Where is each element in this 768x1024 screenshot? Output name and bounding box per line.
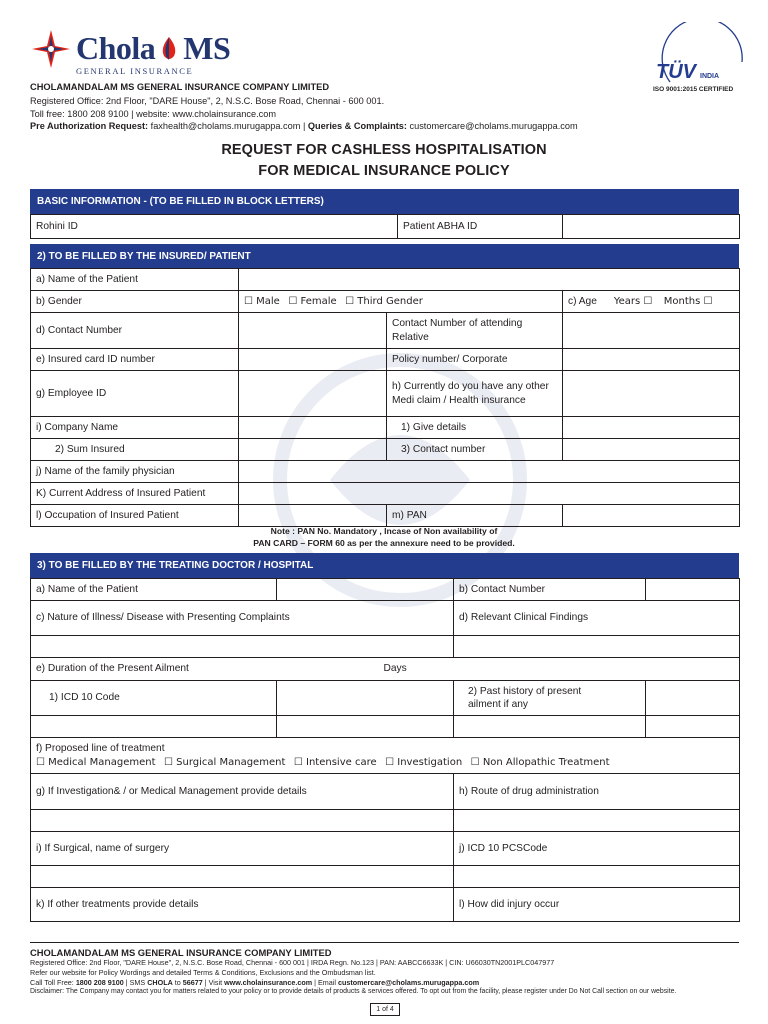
surgical-management-checkbox[interactable]: ☐ Surgical Management (164, 756, 286, 768)
insured-patient-table (30, 268, 740, 527)
basic-info-table (30, 214, 740, 239)
company-name: CHOLAMANDALAM MS GENERAL INSURANCE COMPANY LIMITED (30, 82, 330, 92)
occupation-label: l) Occupation of Insured Patient (31, 505, 239, 527)
footer-sms-number: 56677 (182, 978, 203, 987)
insured-patient-heading: 2) TO BE FILLED BY THE INSURED/ PATIENT (30, 244, 739, 268)
age-years-checkbox[interactable]: Years ☐ (613, 295, 653, 307)
icd-pcs-label: j) ICD 10 PCSCode (454, 832, 740, 866)
treating-doctor-table (30, 578, 740, 922)
footer-toll-label: Call Toll Free: (30, 978, 76, 987)
surgery-name-label: i) If Surgical, name of surgery (31, 832, 454, 866)
basic-info-heading: BASIC INFORMATION - (TO BE FILLED IN BLOCK LETTERS) (30, 189, 739, 214)
footer-email-link[interactable]: customercare@cholams.murugappa.com (337, 978, 480, 987)
icd-blank-2[interactable] (277, 716, 454, 738)
company-name-label: i) Company Name (31, 417, 239, 439)
chola-drop-icon (158, 36, 180, 62)
icd-blank-1[interactable] (31, 716, 277, 738)
proposed-treatment-cell (31, 738, 740, 774)
give-details-label: 1) Give details (387, 417, 563, 439)
age-label: c) Age (568, 295, 597, 307)
family-physician-field[interactable] (239, 461, 740, 483)
contact-number-label: d) Contact Number (31, 313, 239, 349)
non-allopathic-checkbox[interactable]: ☐ Non Allopathic Treatment (470, 756, 610, 768)
treating-doctor-heading: 3) TO BE FILLED BY THE TREATING DOCTOR / HOSPITAL (30, 553, 739, 578)
occupation-field[interactable] (239, 505, 387, 527)
pan-note-line2: PAN CARD – FORM 60 as per the annexure need to be provided. (253, 538, 515, 549)
employee-id-label: g) Employee ID (31, 371, 239, 417)
current-address-label: K) Current Address of Insured Patient (31, 483, 239, 505)
patient-name-label: a) Name of the Patient (31, 269, 239, 291)
logo-subtitle: GENERAL INSURANCE (76, 66, 194, 76)
injury-occur-label: l) How did injury occur (454, 888, 740, 922)
patient-name-field[interactable] (239, 269, 740, 291)
gender-options (239, 291, 563, 313)
chola-logo-mark-icon (28, 26, 74, 72)
route-of-drug-field[interactable] (454, 810, 740, 832)
footer-policy-wordings: Refer our website for Policy Wordings and detailed Terms & Conditions, Exclusions and the Ombudsman list. (30, 968, 376, 977)
tuv-country: INDIA (700, 73, 720, 80)
footer-registered-office: Registered Office: 2nd Floor, "DARE House", 2, N.S.C. Bose Road, Chennai - 600 001 | IRDA Regn. No.123 | PAN: AABCC6633K | CIN: U66030TN2001PLC047977 (30, 958, 555, 967)
preauth-email: faxhealth@cholams.murugappa.com | (148, 121, 308, 131)
pan-note (0, 525, 768, 550)
icd-code-field[interactable] (277, 681, 454, 716)
nature-of-illness-field[interactable] (31, 636, 454, 658)
duration-label: e) Duration of the Present Ailment (36, 663, 189, 675)
attending-relative-label: Contact Number of attending Relative (387, 313, 563, 349)
patient-abha-id-field[interactable] (563, 215, 740, 239)
footer-sms-keyword: CHOLA (147, 978, 173, 987)
attending-relative-field[interactable] (563, 313, 740, 349)
insured-card-field[interactable] (239, 349, 387, 371)
doctor-contact-field[interactable] (646, 579, 740, 601)
patient-abha-id-label: Patient ABHA ID (398, 215, 563, 239)
other-claim-field[interactable] (563, 371, 740, 417)
investigation-details-field[interactable] (31, 810, 454, 832)
surgery-name-field[interactable] (31, 866, 454, 888)
doctor-contact-label: b) Contact Number (454, 579, 646, 601)
policy-number-field[interactable] (563, 349, 740, 371)
nature-of-illness-label: c) Nature of Illness/ Disease with Presenting Complaints (31, 601, 454, 636)
proposed-treatment-label: f) Proposed line of treatment (36, 743, 165, 755)
gender-male-checkbox[interactable]: ☐ Male (244, 295, 280, 307)
chola-ms-logo (28, 26, 258, 78)
rohini-id-label: Rohini ID (31, 215, 398, 239)
investigation-checkbox[interactable]: ☐ Investigation (385, 756, 463, 768)
past-history-field[interactable] (646, 681, 740, 716)
contact-number3-field[interactable] (563, 439, 740, 461)
footer-divider (30, 942, 739, 943)
pan-field[interactable] (563, 505, 740, 527)
pan-note-line1: Note : PAN No. Mandatory , Incase of Non availability of (270, 526, 498, 536)
proposed-treatment-options (36, 756, 734, 769)
days-label: Days (383, 663, 407, 675)
other-treatments-label: k) If other treatments provide details (31, 888, 454, 922)
queries-label: Queries & Complaints: (307, 121, 407, 131)
sum-insured-label: 2) Sum Insured (31, 439, 239, 461)
footer-to-label: to (172, 978, 183, 987)
queries-email: customercare@cholams.murugappa.com (406, 121, 578, 131)
pan-label: m) PAN (387, 505, 563, 527)
toll-free-line: Toll free: 1800 208 9100 | website: www.cholainsurance.com (30, 109, 276, 119)
past-history-label: 2) Past history of present ailment if any (454, 681, 646, 716)
footer-sms-label: | SMS (123, 978, 148, 987)
icd-code-label: 1) ICD 10 Code (31, 681, 277, 716)
route-of-drug-label: h) Route of drug administration (454, 774, 740, 810)
tuv-name: TÜV (656, 61, 696, 83)
footer-contact-line (30, 978, 479, 987)
policy-number-label: Policy number/ Corporate (387, 349, 563, 371)
footer-website-link[interactable]: www.cholainsurance.com (224, 978, 313, 987)
form-title-line2: FOR MEDICAL INSURANCE POLICY (258, 163, 510, 179)
contact-emails (30, 121, 578, 131)
investigation-details-label: g) If Investigation& / or Medical Management provide details (31, 774, 454, 810)
doctor-patient-name-field[interactable] (277, 579, 454, 601)
footer-visit-label: | Visit (202, 978, 225, 987)
footer-toll-number: 1800 208 9100 (75, 978, 124, 987)
past-history-blank-1[interactable] (454, 716, 646, 738)
preauth-label: Pre Authorization Request: (30, 121, 149, 131)
employee-id-field[interactable] (239, 371, 387, 417)
page-number: 1 of 4 (370, 1003, 400, 1016)
intensive-care-checkbox[interactable]: ☐ Intensive care (293, 756, 377, 768)
give-details-field[interactable] (563, 417, 740, 439)
clinical-findings-label: d) Relevant Clinical Findings (454, 601, 740, 636)
age-cell (563, 291, 740, 313)
current-address-field[interactable] (239, 483, 740, 505)
contact-number-field[interactable] (239, 313, 387, 349)
form-title-line1: REQUEST FOR CASHLESS HOSPITALISATION (221, 142, 547, 158)
other-claim-label: h) Currently do you have any other Medi claim / Health insurance (387, 371, 563, 417)
insured-card-label: e) Insured card ID number (31, 349, 239, 371)
age-months-checkbox[interactable]: Months ☐ (663, 295, 713, 307)
tuv-cert-text: ISO 9001:2015 CERTIFIED (653, 86, 734, 93)
registered-office: Registered Office: 2nd Floor, "DARE House", 2, N.S.C. Bose Road, Chennai - 600 001. (30, 96, 385, 106)
family-physician-label: j) Name of the family physician (31, 461, 239, 483)
sum-insured-field[interactable] (239, 439, 387, 461)
contact-number3-label: 3) Contact number (387, 439, 563, 461)
icd-pcs-field[interactable] (454, 866, 740, 888)
footer-company-name: CHOLAMANDALAM MS GENERAL INSURANCE COMPANY LIMITED (30, 947, 332, 958)
gender-label: b) Gender (31, 291, 239, 313)
gender-female-checkbox[interactable]: ☐ Female (288, 295, 337, 307)
past-history-blank-2[interactable] (646, 716, 740, 738)
logo-wordmark: Chola MS (76, 30, 231, 66)
duration-row (31, 658, 740, 681)
doctor-patient-name-label: a) Name of the Patient (31, 579, 277, 601)
clinical-findings-field[interactable] (454, 636, 740, 658)
medical-management-checkbox[interactable]: ☐ Medical Management (36, 756, 156, 768)
footer-email-label: | Email (312, 978, 338, 987)
footer-disclaimer: Disclaimer: The Company may contact you for matters related to your policy or to provide details of products & services offered. To opt out from the facility, please register under Do Not Call section on our website. (30, 988, 677, 995)
company-name-field[interactable] (239, 417, 387, 439)
gender-third-checkbox[interactable]: ☐ Third Gender (345, 295, 423, 307)
